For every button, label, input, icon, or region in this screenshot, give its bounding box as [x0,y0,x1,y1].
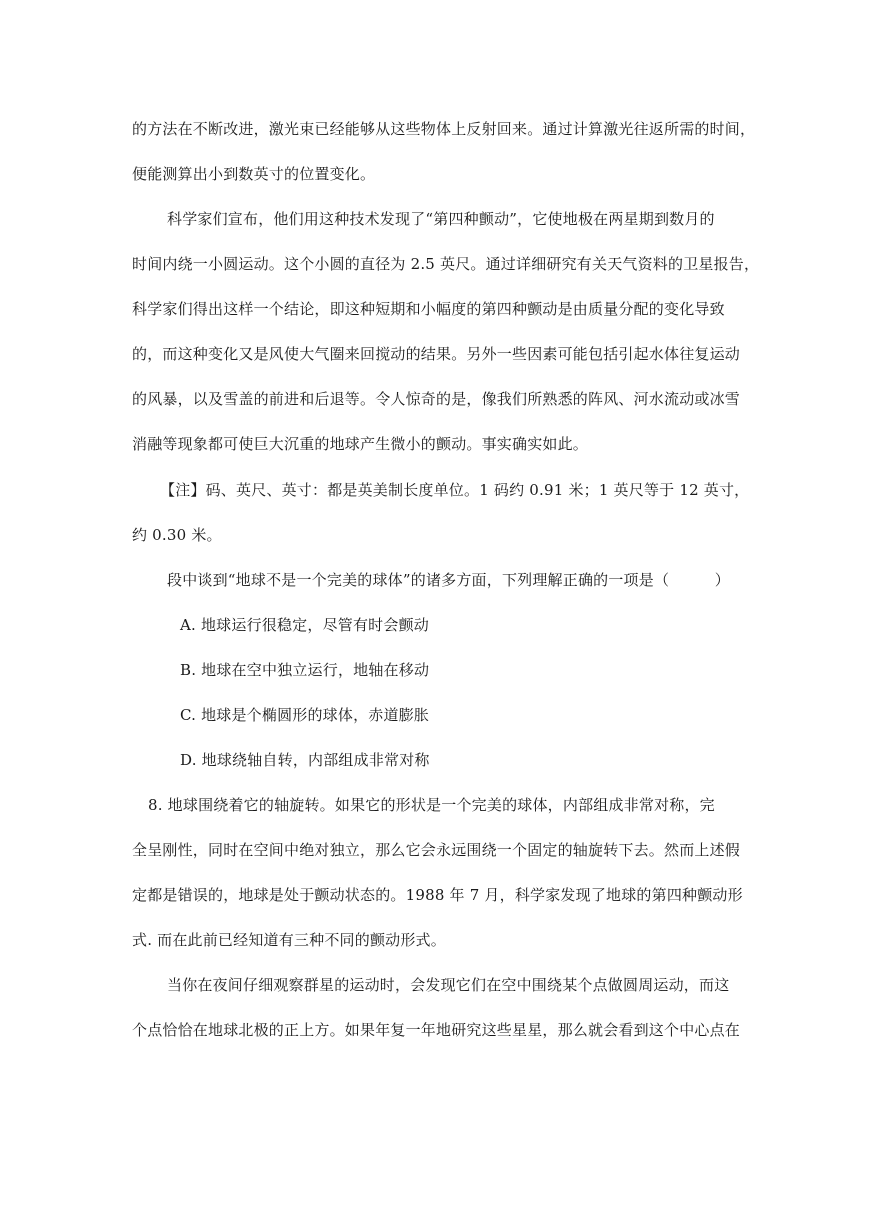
text-line: 消融等现象都可使巨大沉重的地球产生微小的颤动。事实确实如此。 [132,435,589,453]
option-d: D. 地球绕轴自转，内部组成非常对称 [180,751,430,769]
question-prompt: 段中谈到“地球不是一个完美的球体”的诸多方面，下列理解正确的一项是（ ） [167,571,730,589]
text-line: 8. 地球围绕着它的轴旋转。如果它的形状是一个完美的球体，内部组成非常对称，完 [148,796,715,814]
text-line: 的，而这种变化又是风使大气圈来回搅动的结果。另外一些因素可能包括引起水体往复运动 [132,345,741,363]
option-a: A. 地球运行很稳定，尽管有时会颤动 [180,616,429,634]
text-line: 便能测算出小到数英寸的位置变化。 [132,165,376,183]
text-line: 的风暴，以及雪盖的前进和后退等。令人惊奇的是，像我们所熟悉的阵风、河水流动或冰雪 [132,390,741,408]
text-line: 全呈刚性，同时在空间中绝对独立，那么它会永远围绕一个固定的轴旋转下去。然而上述假 [132,841,741,859]
note-line: 约 0.30 米。 [132,526,222,544]
text-line: 个点恰恰在地球北极的正上方。如果年复一年地研究这些星星，那么就会看到这个中心点在 [132,1021,741,1039]
text-line: 科学家们宣布，他们用这种技术发现了“第四种颤动”，它使地极在两星期到数月的 [167,210,715,228]
option-c: C. 地球是个椭圆形的球体，赤道膨胀 [180,706,430,724]
text-line: 时间内绕一小圆运动。这个小圆的直径为 2.5 英尺。通过详细研究有关天气资料的卫星报告， [132,255,760,273]
text-line: 式. 而在此前已经知道有三种不同的颤动形式。 [132,931,446,949]
text-line: 定都是错误的，地球是处于颤动状态的。1988 年 7 月，科学家发现了地球的第四种颤动形 [132,886,743,904]
option-b: B. 地球在空中独立运行，地轴在移动 [180,661,430,679]
note-line: 【注】码、英尺、英寸：都是英美制长度单位。1 码约 0.91 米；1 英尺等于 12 英寸， [160,481,750,499]
text-line: 当你在夜间仔细观察群星的运动时，会发现它们在空中围绕某个点做圆周运动，而这 [167,976,730,994]
text-line: 科学家们得出这样一个结论，即这种短期和小幅度的第四种颤动是由质量分配的变化导致 [132,300,725,318]
text-line: 的方法在不断改进，激光束已经能够从这些物体上反射回来。通过计算激光往返所需的时间， [132,120,756,138]
